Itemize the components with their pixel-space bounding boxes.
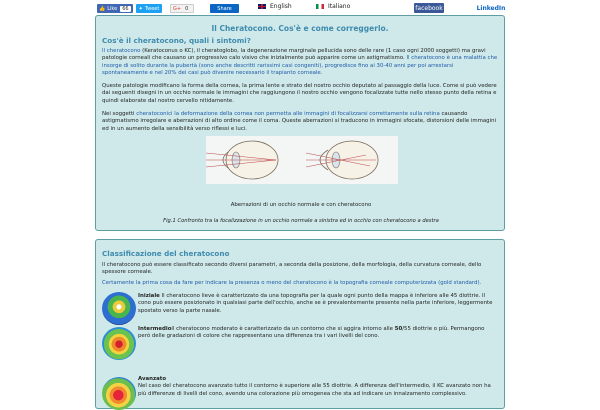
section-heading-classification: Classificazione del cheratocono <box>102 249 230 258</box>
aberration-text-b: causando astigmatismo irregolare e aberrazioni di alto ordine come il coma. Queste aberrazioni si traducono in immagini sfocate, distorsioni delle immagini ed in un aumento della sensibilità verso riflessi e luci. <box>102 111 497 132</box>
facebook-like-button[interactable] <box>97 4 133 13</box>
top-bar <box>0 0 600 16</box>
stage-intermediate-label: Intermedio <box>138 326 172 332</box>
intro-text-a: (Keratoconus o KC), il cheratoglobo, la degenerazione marginale pellucida sono delle rare (1 caso ogni 2000 soggetti) ma gravi patologie corneali che causano un progressivo calo visivo che inizialmente può apparire come un astigmatismo. <box>102 48 486 62</box>
topography-map-intermediate <box>102 327 136 360</box>
stage-initial-text: Il cheratocono lieve è caratterizzato da una topografia per la quale ogni punto della mappa è inferiore alle 45 diottrie. Il cono può essere posizionato in qualsiasi parte dell'occhio, anche se è prevalentemente presente nella parte inferiore, leggermente spostato verso la parte nasale. <box>138 293 493 314</box>
stage-intermediate-diopters: 50 <box>394 326 403 332</box>
stage-advanced-label: Avanzato <box>138 376 167 382</box>
stage-intermediate <box>138 326 498 341</box>
aberration-paragraph <box>102 111 498 133</box>
intro-text-highlight: Il cheratocono è una malattia che insorge di solito durante la pubertà (sono anche descritti rarissimi casi congeniti), progredisce fino ai 30-40 anni per poi arrestarsi spontaneamente e nel 20% dei casi può divenire necessario il trapianto corneale. <box>102 55 498 76</box>
classification-paragraph: Il cheratocono può essere classificato secondo diversi parametri, a seconda della posizione, della morfologia, della curvatura corneale, dello spessore corneale. <box>102 262 482 276</box>
twitter-bird-icon: ✦ <box>138 5 143 12</box>
uk-flag-icon <box>258 4 266 9</box>
share-label: Share <box>217 5 232 12</box>
tweet-label: Tweet <box>144 5 160 12</box>
page-title: Il Cheratocono. Cos'è e come correggerlo. <box>211 24 389 33</box>
like-label: Like <box>107 5 118 12</box>
google-plus-button[interactable] <box>170 4 194 13</box>
stage-initial <box>138 293 498 315</box>
language-english-label: English <box>270 3 292 10</box>
gplus-label: G+ <box>173 5 182 12</box>
topography-map-advanced <box>102 377 136 410</box>
aberration-text-highlight: cheratoconici la deformazione della cornea non permetta alle immagini di focalizzarsi correttamente sulla retina <box>136 111 440 117</box>
eye-diagram-figure <box>206 136 398 184</box>
linkedin-share-button[interactable] <box>210 4 239 13</box>
gplus-count: 0 <box>185 5 189 12</box>
section-heading-symptoms: Cos'è il cheratocono, quali i sintomi? <box>102 36 251 45</box>
cornea-paragraph: Queste patologie modificano la forma della cornea, la prima lente e strato del nostro occhio deputato al passaggio della luce. Come si può vedere dai seguenti disegni in un occhio normale le immagini che raggiungono il nostro occhio vengono focalizzate tutte nello stesso punto della retina e quindi elaborate dal nostro cervello nitidamente. <box>102 83 497 104</box>
aberration-text-a: Nei soggetti <box>102 111 137 117</box>
language-italian-label: Italiano <box>328 3 351 10</box>
thumb-icon: 👍 <box>99 5 106 12</box>
stage-intermediate-text-a: il cheratocono moderato è caratterizzato da un contorno che si aggira intorno alle <box>171 326 395 332</box>
stage-advanced <box>138 376 498 398</box>
facebook-page-link[interactable] <box>414 3 444 13</box>
classification-card <box>95 239 505 409</box>
topography-map-initial <box>102 292 136 325</box>
linkedin-page-link[interactable] <box>476 3 506 13</box>
tweet-button[interactable] <box>136 4 162 13</box>
figure-caption: Aberrazioni di un occhio normale e con cheratocono <box>230 202 372 208</box>
italy-flag-icon <box>316 4 324 9</box>
intro-card <box>95 15 505 231</box>
linkedin-label: LinkedIn <box>476 4 506 12</box>
topography-paragraph: Certamente la prima cosa da fare per indicare la presenza o meno del cheratocono è la topografia corneale computerizzata (gold standard). <box>102 280 482 286</box>
language-english-link[interactable] <box>258 3 292 10</box>
like-count: 66 <box>122 5 129 12</box>
figure-note: Fig.1 Confronto tra la focalizzazione in un occhio normale a sinistra ed in occhio con cheratocono a destra <box>163 218 439 224</box>
intro-paragraph <box>102 48 498 77</box>
stage-advanced-text: Nel caso del cheratocono avanzato tutto il contorno è superiore alle 55 diottrie. A differenza dell'intermedio, il KC avanzato non ha più differenze di livelli del cono, avendo una colorazione più omogenea che sta ad indicare un innalzamento complessivo. <box>138 383 491 397</box>
stage-initial-label: Iniziale <box>138 293 160 299</box>
keratoconus-link[interactable]: Il cheratocono <box>102 48 141 54</box>
eye-diagram-illustration <box>206 136 398 184</box>
language-italian-link[interactable] <box>316 3 350 10</box>
facebook-label: facebook <box>415 4 443 12</box>
stage-intermediate-text-b: /55 diottrie o più. Permangono però delle gradazioni di colore che rappresentano una differenza tra i vari livelli del cono. <box>138 326 485 340</box>
